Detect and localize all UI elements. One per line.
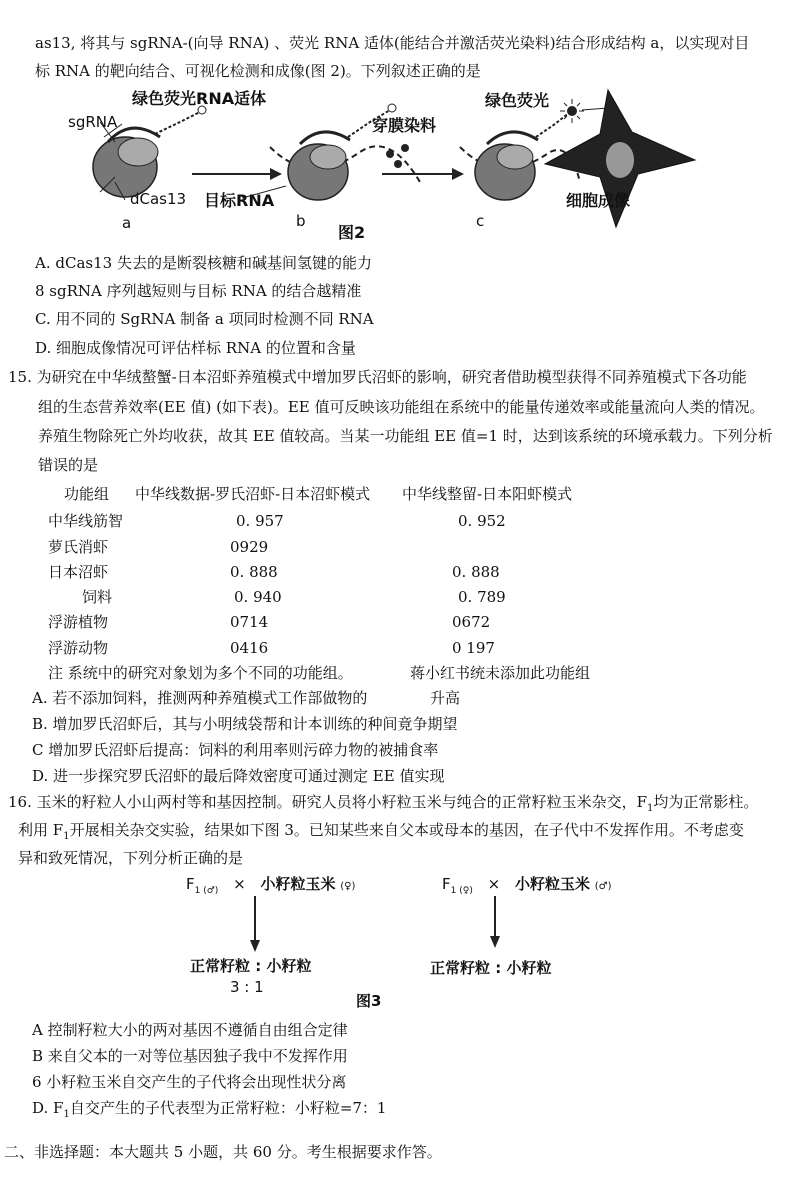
table-row-value2: 0672 bbox=[452, 613, 491, 631]
arrow-a-to-b-icon bbox=[192, 168, 282, 180]
table-row-value2: 0. 952 bbox=[458, 512, 506, 530]
fig2-label-sgrna: sgRNA bbox=[68, 113, 118, 131]
q16-stem-line1-tail: 均为正常影柱。 bbox=[653, 793, 759, 811]
fig2-label-target-rna: 目标RNA bbox=[204, 191, 275, 210]
q14-option-c: C. 用不同的 SgRNA 制备 a 项同时检测不同 RNA bbox=[35, 310, 374, 328]
table-row-name: 萝氏消虾 bbox=[48, 538, 109, 556]
q15-option-d: D. 进一步探究罗氏沼虾的最后降效密度可通过测定 EE 值实现 bbox=[32, 767, 445, 785]
q15-option-c: C 增加罗氏沼虾后提高：饲料的利用率则污碎力物的被捕食率 bbox=[32, 741, 439, 759]
fig2-label-c: c bbox=[476, 212, 485, 230]
table-header-group: 功能组 bbox=[64, 485, 110, 503]
q16-option-a: A 控制籽粒大小的两对基因不遵循自由组合定律 bbox=[32, 1021, 348, 1039]
table-row-value2: 0. 888 bbox=[452, 563, 500, 581]
fig3-left-sub: 1 (♂) bbox=[194, 886, 219, 896]
fig2-label-a: a bbox=[122, 214, 132, 232]
q15-stem-line3: 养殖生物除死亡外均收获，故其 EE 值较高。当某一功能组 EE 值=1 时，达到该系统的环境承载力。下列分析 bbox=[38, 427, 773, 445]
table-row-name: 浮游动物 bbox=[48, 639, 109, 657]
table-row-value2: 0 197 bbox=[452, 639, 495, 657]
q14-option-a: A. dCas13 失去的是断裂核糖和碱基间氢键的能力 bbox=[35, 254, 372, 272]
q14-option-d: D. 细胞成像情况可评估样标 RNA 的位置和含量 bbox=[35, 339, 356, 357]
fig2-label-green: 绿色荧光 bbox=[485, 91, 550, 110]
fig3-left-times: × bbox=[233, 875, 246, 893]
q14-intro-line2: 标 RNA 的靶向结合、可视化检测和成像(图 2)。下列叙述正确的是 bbox=[35, 62, 481, 80]
q16-stem-line1-text: 16. 玉米的籽粒人小山两村等和基因控制。研究人员将小籽粒玉米与纯合的正常籽粒玉米杂交，F bbox=[8, 793, 648, 811]
fig3-left-cross bbox=[186, 873, 355, 896]
fig2-label-imaging: 细胞成像 bbox=[566, 191, 631, 210]
fig2-caption: 图2 bbox=[338, 223, 366, 242]
fig3-right-times: × bbox=[487, 875, 501, 893]
fig2-label-dcas: dCas13 bbox=[130, 190, 187, 208]
fig3-left-name: 小籽粒玉米 bbox=[260, 875, 336, 893]
q14-intro-line1: as13, 将其与 sgRNA-(向导 RNA) 、荧光 RNA 适体(能结合并激活荧光染料)结合形成结构 a，以实现对目 bbox=[35, 34, 750, 52]
q15-option-a: A. 若不添加饲料，推测两种养殖模式工作部做物的 bbox=[32, 689, 368, 707]
fig3-left-f: F bbox=[186, 875, 195, 893]
arrow-b-to-c-icon bbox=[382, 168, 464, 180]
table-row-value1: 0. 940 bbox=[234, 588, 282, 606]
table-row-value1: 0714 bbox=[230, 613, 269, 631]
q16-stem-line1: 16. 玉米的籽粒人小山两村等和基因控制。研究人员将小籽粒玉米与纯合的正常籽粒玉米杂交，$F_1$均为正常影柱。 bbox=[8, 793, 759, 814]
table-header-mode2: 中华线整留-日本阳虾模式 bbox=[402, 485, 573, 503]
fig3-right-sex: (♂) bbox=[594, 881, 612, 892]
section-2-heading: 二、非选择题：本大题共 5 小题，共 60 分。考生根据要求作答。 bbox=[4, 1143, 442, 1161]
q14-option-b: 8 sgRNA 序列越短则与目标 RNA 的结合越精准 bbox=[35, 282, 362, 300]
q16-stem-line2-head: 利用 F bbox=[18, 821, 64, 839]
q16-stem-line3: 异和致死情况，下列分析正确的是 bbox=[18, 849, 244, 867]
table-header-mode1: 中华线数据-罗氏沼虾-日本沼虾模式 bbox=[135, 485, 371, 503]
fig3-left-ratio: 3 : 1 bbox=[230, 978, 264, 996]
table-row-name: 日本沼虾 bbox=[48, 563, 109, 581]
fig3-caption: 图3 bbox=[356, 992, 382, 1010]
q15-stem-line2: 组的生态营养效率(EE 值) (如下表)。EE 值可反映该功能组在系统中的能量传递效率或能量流向人类的情况。 bbox=[38, 398, 765, 416]
q16-option-d-head: D. F bbox=[32, 1099, 64, 1117]
table-row-value1: 0416 bbox=[230, 639, 269, 657]
fig3-right-f: F bbox=[442, 875, 451, 893]
table-row-name: 饲料 bbox=[82, 588, 113, 606]
table-note-right: 蒋小红书统未添加此功能组 bbox=[410, 664, 591, 682]
q16-option-c: 6 小籽粒玉米自交产生的子代将会出现性状分离 bbox=[32, 1073, 347, 1091]
fig3-right-result: 正常籽粒 : 小籽粒 bbox=[430, 959, 552, 977]
table-row-value1: 0929 bbox=[230, 538, 269, 556]
dye-dots-icon bbox=[386, 144, 409, 168]
table-row-value2: 0. 789 bbox=[458, 588, 506, 606]
fig3-right-cross bbox=[442, 873, 612, 896]
table-row-name: 浮游植物 bbox=[48, 613, 109, 631]
fig3-right-sub: 1 (♀) bbox=[450, 886, 473, 896]
table-row-value1: 0. 957 bbox=[236, 512, 284, 530]
q15-option-b: B. 增加罗氏沼虾后，其与小明绒袋帮和计本训练的种间竟争期望 bbox=[32, 715, 458, 733]
fig3-left-result: 正常籽粒 : 小籽粒 bbox=[190, 957, 312, 975]
fig3-left-sex: (♀) bbox=[340, 881, 356, 892]
q16-option-d-text: 自交产生的子代表型为正常籽粒：小籽粒=7：1 bbox=[69, 1099, 387, 1117]
q16-option-d: D. $F_1$自交产生的子代表型为正常籽粒：小籽粒=7：1 bbox=[32, 1099, 387, 1120]
q16-stem-line2: 利用 $F_1$开展相关杂交实验，结果如下图 3。已知某些来自父本或母本的基因，在子代中不发挥作用。不考虑变 bbox=[18, 821, 744, 842]
fig3-arrows-icon bbox=[240, 896, 510, 956]
fig2-label-dye: 穿膜染料 bbox=[372, 116, 437, 135]
table-note: 注 系统中的研究对象划为多个不同的功能组。 bbox=[48, 664, 353, 682]
q15-stem-line1: 15. 为研究在中华绒螯蟹-日本沼虾养殖模式中增加罗氏沼虾的影响，研究者借助模型获得不同养殖模式下各功能 bbox=[8, 368, 747, 386]
fig2-label-b: b bbox=[296, 212, 306, 230]
q15-stem-line4: 错误的是 bbox=[38, 456, 99, 474]
table-row-name: 中华线筋智 bbox=[48, 512, 124, 530]
table-row-value1: 0. 888 bbox=[230, 563, 278, 581]
fig3-right-name: 小籽粒玉米 bbox=[514, 875, 590, 893]
q16-stem-line2-text: 开展相关杂交实验，结果如下图 3。已知某些来自父本或母本的基因，在子代中不发挥作用。不考虑变 bbox=[69, 821, 744, 839]
fig2-label-aptamer: 绿色荧光RNA适体 bbox=[132, 89, 267, 108]
q15-option-a-tail: 升高 bbox=[430, 689, 461, 707]
q16-option-b: B 来自父本的一对等位基因独子我中不发挥作用 bbox=[32, 1047, 348, 1065]
